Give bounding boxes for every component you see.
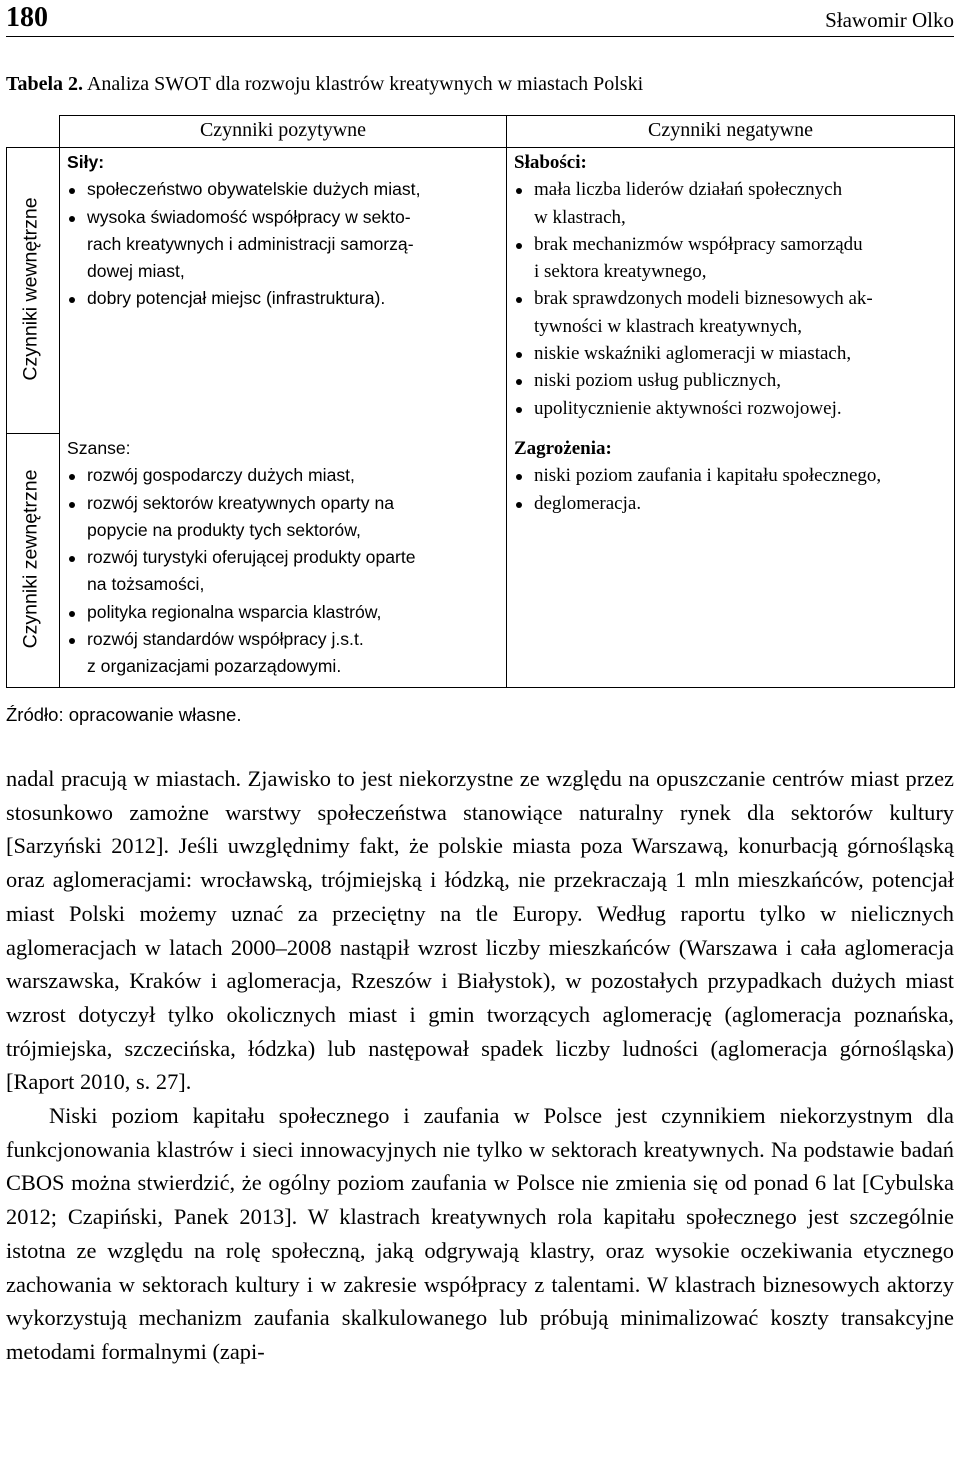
list-item: upolitycznienie aktywności rozwojowej. (514, 395, 950, 422)
body-paragraph: nadal pracują w miastach. Zjawisko to jest niekorzystne ze względu na opuszczanie centrów miast przez stosunkowo zamożne warstwy społeczeństwa stanowiące naturalny rynek dla sektorów kultury [Sarzyński 2012]. Jeśli uwzględnimy fakt, że polskie miasta poza Warszawą, konurbacją górnośląską oraz aglomeracjami: wrocławską, trójmiejską i łódzką, nie przekraczają 1 mln mieszkańców, potencjał miast Polski możemy uznać za przeciętny na tle Europy. Według raportu tylko w nielicznych aglomeracjach w latach 2000–2008 nastąpił wzrost liczby mieszkańców (Warszawa i cała aglomeracja warszawska, Kraków i aglomeracja, Rzeszów i Białystok), w pozostałych przypadkach dużych miast wzrost dotyczył tylko okolicznych miast i gmin tworzących aglomerację (aglomeracja poznańska, trójmiejska, szczecińska, łódzka) lub następował spadek liczby ludności (aglomeracja górnośląska) [Raport 2010, s. 27]. (6, 766, 954, 1095)
body-paragraph: Niski poziom kapitału społecznego i zaufania w Polsce jest czynnikiem niekorzystnym dla funkcjonowania klastrów i sieci innowacyjnych nie tylko w sektorach kreatywnych. Na podstawie badań CBOS można stwierdzić, że ogólny poziom zaufania w Polsce nie zmienia się od ponad 6 lat [Cybulska 2012; Czapiński, Panek 2013]. W klastrach kreatywnych rola kapitału społecznego jest szczególnie istotna ze względu na rolę społeczną, jaką odgrywają klastry, oraz wysokie oczekiwania etycznego zachowania w sektorach kultury i w zakresie współpracy z talentami. W klastrach biznesowych aktorzy wykorzystują mechanizm zaufania skalkulowanego lub próbują minimalizować koszty transakcyjne metodami formalnymi (zapi- (6, 1103, 954, 1364)
opportunities-title: Szanse: (67, 438, 131, 458)
opportunities-cell (67, 435, 499, 681)
running-author: Sławomir Olko (825, 8, 954, 32)
list-item: brak mechanizmów współpracy samorządu i sektora kreatywnego, (514, 231, 950, 286)
list-item: rozwój turystyki oferującej produkty oparte na tożsamości, (67, 544, 499, 599)
running-header (6, 2, 954, 37)
table-caption (6, 73, 643, 96)
list-item: niski poziom usług publicznych, (514, 367, 950, 394)
swot-table (6, 115, 955, 688)
table-row-divider (6, 433, 59, 434)
list-item: społeczeństwo obywatelskie dużych miast, (67, 176, 499, 203)
page-number: 180 (6, 2, 48, 33)
list-item: wysoka świadomość współpracy w sekto- rach kreatywnych i administracji samorzą- dowej miast, (67, 204, 499, 286)
threats-title: Zagrożenia: (514, 438, 612, 459)
opportunities-list (67, 462, 499, 680)
strengths-list (67, 176, 499, 312)
body-text (6, 762, 954, 1369)
table-column-divider (506, 115, 507, 688)
list-item: polityka regionalna wsparcia klastrów, (67, 599, 499, 626)
row-label-internal: Czynniki wewnętrzne (19, 197, 42, 381)
table-border-top (59, 115, 955, 116)
list-item: niski poziom zaufania i kapitału społecznego, (514, 462, 950, 489)
table-border-right (954, 115, 955, 688)
table-header-rule (6, 147, 955, 148)
list-item: deglomeracja. (514, 490, 950, 517)
list-item: rozwój gospodarczy dużych miast, (67, 462, 499, 489)
list-item: brak sprawdzonych modeli biznesowych ak- tywności w klastrach kreatywnych, (514, 285, 950, 340)
list-item: rozwój sektorów kreatywnych oparty na popycie na produkty tych sektorów, (67, 490, 499, 545)
list-item: dobry potencjał miejsc (infrastruktura). (67, 285, 499, 312)
list-item: rozwój standardów współpracy j.s.t. z organizacjami pozarządowymi. (67, 626, 499, 681)
weaknesses-list (514, 176, 950, 422)
table-border-bottom (6, 687, 955, 688)
list-item: niskie wskaźniki aglomeracji w miastach, (514, 340, 950, 367)
table-source-note: Źródło: opracowanie własne. (6, 704, 242, 725)
table-border-left (6, 147, 7, 688)
column-heading-positive: Czynniki pozytywne (199, 119, 367, 141)
table-label-divider (59, 115, 60, 688)
strengths-cell (67, 149, 499, 313)
table-caption-label: Tabela 2. (6, 73, 84, 95)
threats-cell (514, 435, 950, 517)
weaknesses-title: Słabości: (514, 152, 587, 173)
row-label-external: Czynniki zewnętrzne (19, 469, 42, 649)
table-caption-text: Analiza SWOT dla rozwoju klastrów kreatywnych w miastach Polski (86, 73, 644, 95)
weaknesses-cell (514, 149, 950, 422)
strengths-title: Siły: (67, 152, 105, 172)
column-heading-negative: Czynniki negatywne (648, 119, 813, 141)
list-item: mała liczba liderów działań społecznych w klastrach, (514, 176, 950, 231)
threats-list (514, 462, 950, 517)
